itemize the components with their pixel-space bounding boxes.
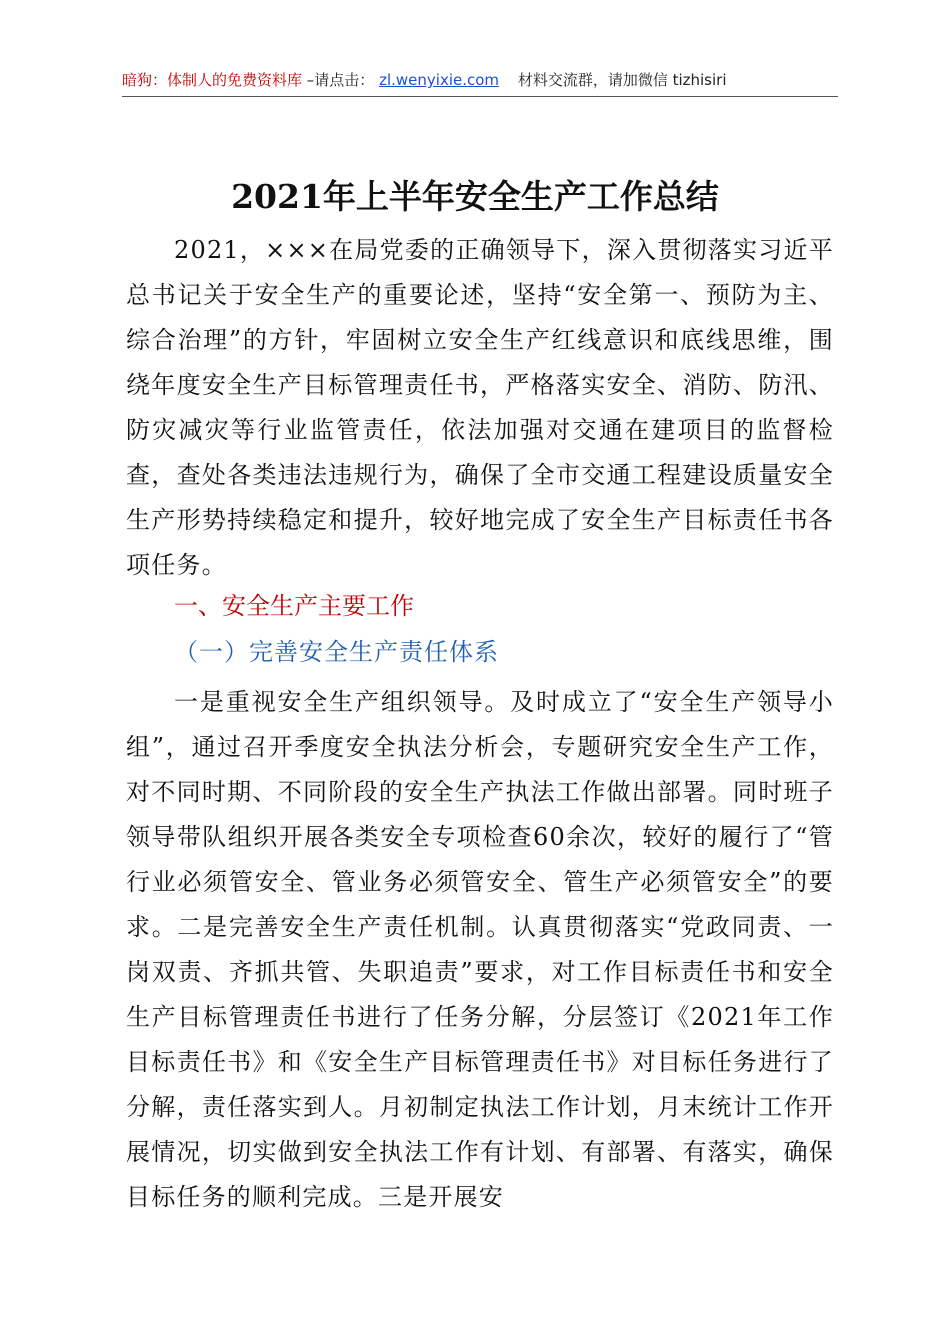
body-paragraph: 一是重视安全生产组织领导。及时成立了“安全生产领导小组”，通过召开季度安全执法分析会，专题研究安全生产工作，对不同时期、不同阶段的安全生产执法工作做出部署。同时班子领导带队组织开展各类安全专项检查60余次，较好的履行了“管行业必须管安全、管业务必须管安全、管生产必须管安全”的要求。二是完善安全生产责任机制。认真贯彻落实“党政同责、一岗双责、齐抓共管、失职追责”要求，对工作目标责任书和安全生产目标管理责任书进行了任务分解，分层签订《2021年工作目标责任书》和《安全生产目标管理责任书》对目标任务进行了分解，责任落实到人。月初制定执法工作计划，月末统计工作开展情况，切实做到安全执法工作有计划、有部署、有落实，确保目标任务的顺利完成。三是开展安: [126, 688, 834, 1211]
header-divider: [122, 96, 838, 97]
subsection-heading: （一）完善安全生产责任体系: [174, 638, 499, 666]
document-title: 2021年上半年安全生产工作总结: [231, 177, 719, 217]
intro-paragraph: 2021，×××在局党委的正确领导下，深入贯彻落实习近平总书记关于安全生产的重要论述，坚持“安全第一、预防为主、综合治理”的方针，牢固树立安全生产红线意识和底线思维，围绕年度安全生产目标管理责任书，严格落实安全、消防、防汛、防灾减灾等行业监管责任，依法加强对交通在建项目的监督检查，查处各类违法违规行为，确保了全市交通工程建设质量安全生产形势持续稳定和提升，较好地完成了安全生产目标责任书各项任务。: [126, 236, 834, 579]
header-wechat: 材料交流群，请加微信 tizhisiri: [517, 71, 727, 89]
header-link[interactable]: zl.wenyixie.com: [379, 71, 500, 89]
header-click-hint: –请点击：: [306, 71, 375, 89]
header-brand: 暗狗：体制人的免费资料库: [122, 71, 303, 89]
page-header: [122, 66, 838, 94]
section-heading: 一、安全生产主要工作: [174, 592, 414, 620]
